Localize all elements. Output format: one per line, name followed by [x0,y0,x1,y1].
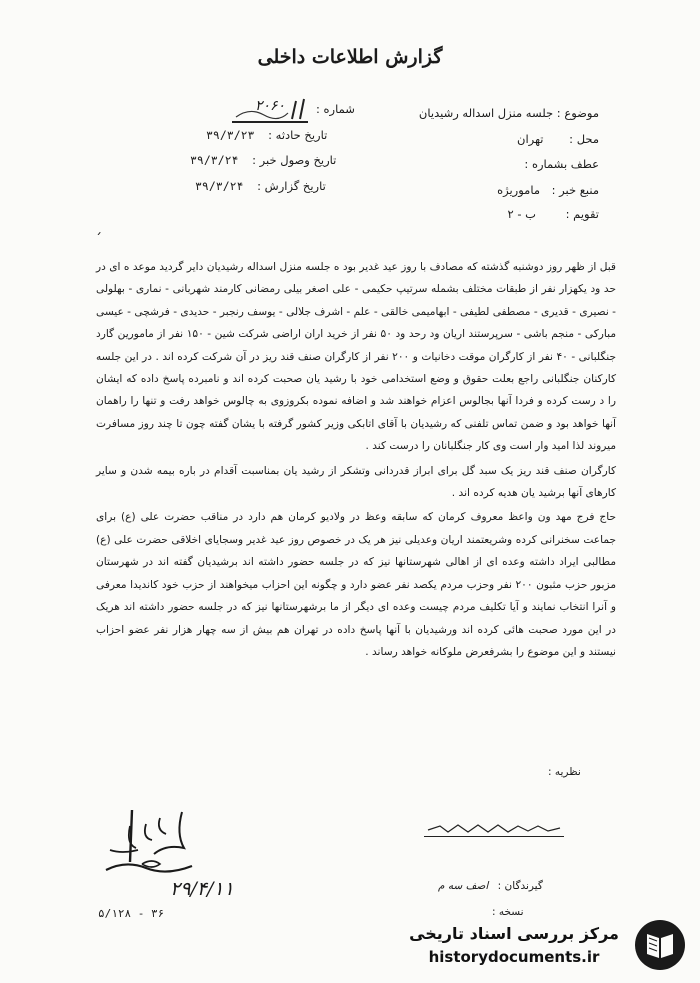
handwritten-date: ۲۹/۴/۱۱ [170,878,234,900]
subject-label: موضوع : [556,106,599,120]
received-date-label: تاریخ وصول خبر : [252,153,337,167]
comment-label: نظریه : [548,766,581,778]
event-date-row [206,128,327,142]
source-value: ماموریژه [497,183,540,197]
archive-logo-icon [631,918,689,972]
received-date-row [190,153,336,167]
location-row [517,132,599,146]
copy-label: نسخه : [492,906,524,918]
event-date-value: ۳۹/۳/۲۳ [206,128,255,142]
report-body [96,256,616,663]
source-row [497,183,599,197]
document-title: گزارش اطلاعات داخلی [257,46,443,68]
margin-tick-mark: ˊ [95,232,102,248]
number-row [316,102,355,116]
location-value: تهران [517,132,544,146]
body-paragraph-3: حاج فرج مهد ون واعظ معروف کرمان که سابقه وعظ در ولادیو کرمان هم دارد در مناقب حضرت علی (ع) برای جماعت سخنرانی کرده وشریعتمند اریان وعدیلی نیز هر یک در خصوص روز عید غدیر وسجایای اخلاقی حضرت علی (ع) مطالبی ایراد داشته وعده ای از اهالی شهرستانها نیز که در جلسه حضور داشته اند برشیدیان گفته اند در شهرستان مزبور حزب مثبون ۲۰۰ نفر وحزب مردم یکصد نفر عضو دارد و چگونه این احزاب میخواهند از حزب خود کاندیدا معرفی و آنرا انتخاب نمایند و آیا تکلیف مردم چیست وعده ای دیگر از ما برشهرستانها نیز که در جلسه حضور داشته اند هریک در این مورد صحبت هائی کرده اند ورشیدیان با آنها پاسخ داده در تهران هم بیش از سه چهار هزار نفر عضو احزاب نیستند و این موضوع را بشرفعرض ملوکانه خواهد رساند . [96,511,616,658]
report-date-value: ۳۹/۳/۲۴ [195,179,244,193]
subject-row [419,106,599,120]
receivers-label: گیرندگان : [497,880,543,892]
handwritten-struck-line [424,822,564,837]
reference-row [524,157,599,171]
event-date-label: تاریخ حادثه : [268,128,328,142]
source-label: منبع خبر : [551,183,599,197]
grade-label: تقویم : [565,207,599,221]
watermark-title: مرکز بررسی اسناد تاریخی [409,924,619,943]
report-date-row [195,179,326,193]
registration-number: ۲۰۶۰ [232,95,308,123]
receivers-value: اصف سه م [438,880,489,892]
archive-watermark [405,918,690,973]
report-date-label: تاریخ گزارش : [257,179,326,193]
struck-line-scribble [424,822,564,836]
number-label: شماره : [316,102,355,116]
location-label: محل : [569,132,599,146]
grade-row [508,207,599,221]
document-code: ۵/۱۲۸ - ۳۶ [98,907,165,920]
received-date-value: ۳۹/۳/۲۴ [190,153,239,167]
watermark-url: historydocuments.ir [428,948,600,966]
receivers-row [438,880,543,892]
body-paragraph-1: قبل از ظهر روز دوشنبه گذشته که مصادف با روز عید غدیر بود ه جلسه منزل اسداله رشیدیان دایر گردید موعد ه ای در حد ود یکهزار نفر از طبقات مختلف بشمله سرتیپ حکیمی - علی اصغر بیلی رمضانی کارمند شهربانی - نماری - بهلولی - نصیری - قدیری - مصطفی لطیفی - ابهامیمی خالقی - علم - اشرف جلالی - یوسف رنجبر - حدیدی - فرشچی - عیسی مبارکی - منجم باشی - سرپرستند اریان ود رحد ود ۵۰ نفر از خرید اران اراضی شرکت شین - ۱۵۰ نفر از مامورین گارد جنگلبانی - ۴۰ نفر از کارگران موقت دخانیات و ۲۰۰ نفر از کارگران صنف قند ریز در آن شرکت کرده اند . در این جلسه کارکنان جنگلبانی راجع بعلت حقوق و وضع استخدامی خود با رشید یان صحبت کرده اند و نامبرده پاسخ داده که ایشان را د رست کرده و فردا آنها بجالوس اعزام خواهند شد و اضافه نموده بکروزوی به چالوس خواهد رفت و تنها را راهمان آنها خواهد بود و ضمن تماس تلفنی که رشیدیان با آقای اتابکی وزیر کشور گرفته با یشان گفته چون تا چند روز مسافرت میروند لذا امید وار است وی کار جنگلبانان را درست کند . [96,261,616,453]
body-paragraph-2: کارگران صنف قند ریز یک سبد گل برای ابراز قدردانی وتشکر از رشید یان بمناسبت آقدام در باره بیمه شدن و سایر کارهای آنها برشید یان هدیه کرده اند . [96,464,616,500]
registration-scribble [230,95,310,123]
grade-value: ب - ۲ [507,207,536,221]
subject-value: جلسه منزل اسداله رشیدیان [418,106,554,120]
reference-label: عطف بشماره : [524,157,599,171]
